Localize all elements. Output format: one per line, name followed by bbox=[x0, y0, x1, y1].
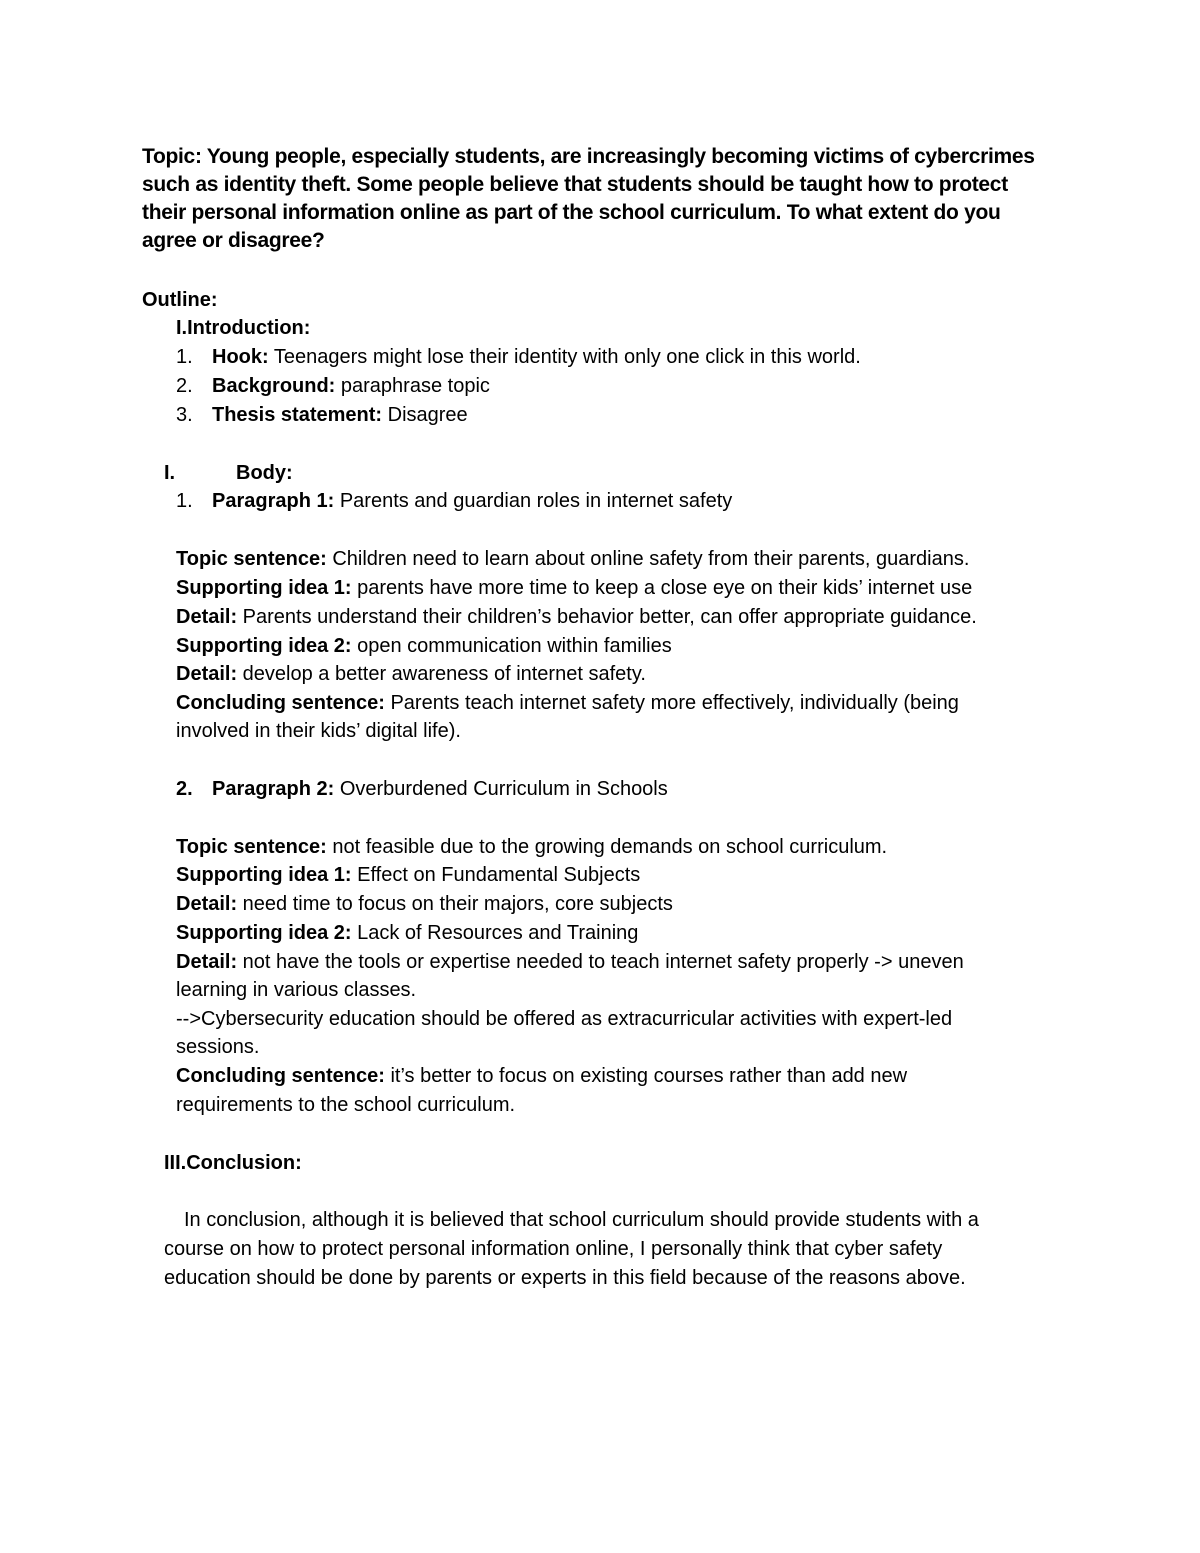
line-text: Effect on Fundamental Subjects bbox=[351, 864, 641, 886]
conclusion-line-1: In conclusion, although it is believed that school curriculum should provide students with a bbox=[184, 1209, 979, 1231]
topic-line-1: Topic: Young people, especially students, are increasingly becoming victims of cybercrimes bbox=[142, 145, 1035, 168]
line-text: need time to focus on their majors, core subjects bbox=[237, 893, 673, 915]
intro-item-thesis bbox=[176, 401, 468, 429]
item-label: Paragraph 2: bbox=[212, 778, 335, 800]
topic-line-2: such as identity theft. Some people believe that students should be taught how to protect bbox=[142, 173, 1008, 196]
list-number: 2. bbox=[176, 778, 193, 800]
line-label: Supporting idea 2: bbox=[176, 922, 352, 944]
line-text: requirements to the school curriculum. bbox=[176, 1094, 516, 1116]
p2-line bbox=[176, 919, 638, 947]
p2-line bbox=[176, 1091, 515, 1119]
item-label: Paragraph 1: bbox=[212, 490, 335, 512]
paragraph-1-title bbox=[176, 487, 732, 515]
p2-line bbox=[176, 890, 673, 918]
line-text: Children need to learn about online safety from their parents, guardians. bbox=[326, 548, 970, 570]
list-number: 1. bbox=[176, 346, 193, 368]
line-label: Topic sentence: bbox=[176, 548, 327, 570]
line-text: -->Cybersecurity education should be offered as extracurricular activities with expert-led bbox=[176, 1008, 953, 1030]
p1-line bbox=[176, 545, 969, 573]
p2-line bbox=[176, 861, 640, 889]
item-text: Disagree bbox=[382, 404, 468, 426]
p1-line bbox=[176, 689, 959, 717]
topic-line-3: their personal information online as part of the school curriculum. To what extent do you bbox=[142, 201, 1001, 224]
item-label: Background: bbox=[212, 375, 336, 397]
list-number: 1. bbox=[176, 490, 193, 512]
line-label: Detail: bbox=[176, 606, 238, 628]
line-text: parents have more time to keep a close eye on their kids’ internet use bbox=[351, 577, 973, 599]
p1-line bbox=[176, 574, 972, 602]
topic-line-4: agree or disagree? bbox=[142, 229, 325, 252]
item-text: Parents and guardian roles in internet safety bbox=[334, 490, 733, 512]
list-number: 2. bbox=[176, 375, 193, 397]
line-text: learning in various classes. bbox=[176, 979, 417, 1001]
line-label: Detail: bbox=[176, 663, 238, 685]
line-label: Supporting idea 1: bbox=[176, 864, 352, 886]
p2-line bbox=[176, 833, 887, 861]
line-label: Topic sentence: bbox=[176, 836, 327, 858]
line-text: Parents teach internet safety more effectively, individually (being bbox=[384, 692, 959, 714]
conclusion-line-3: education should be done by parents or experts in this field because of the reasons above. bbox=[164, 1267, 966, 1289]
item-text: Overburdened Curriculum in Schools bbox=[334, 778, 668, 800]
p2-line bbox=[176, 1033, 259, 1061]
line-label: Supporting idea 2: bbox=[176, 635, 352, 657]
line-text: Parents understand their children’s behavior better, can offer appropriate guidance. bbox=[237, 606, 977, 628]
line-text: involved in their kids’ digital life). bbox=[176, 720, 461, 742]
line-text: sessions. bbox=[176, 1036, 260, 1058]
intro-item-background bbox=[176, 372, 490, 400]
p2-line bbox=[176, 976, 416, 1004]
intro-item-hook bbox=[176, 343, 861, 371]
line-text: it’s better to focus on existing courses rather than add new bbox=[384, 1065, 908, 1087]
line-label: Concluding sentence: bbox=[176, 1065, 385, 1087]
outline-heading: Outline: bbox=[142, 289, 218, 311]
line-text: not have the tools or expertise needed to teach internet safety properly -> uneven bbox=[237, 951, 964, 973]
line-text: develop a better awareness of internet safety. bbox=[237, 663, 646, 685]
item-text: paraphrase topic bbox=[335, 375, 490, 397]
p1-line bbox=[176, 717, 461, 745]
line-label: Supporting idea 1: bbox=[176, 577, 352, 599]
line-text: Lack of Resources and Training bbox=[351, 922, 639, 944]
intro-heading: I.Introduction: bbox=[176, 317, 311, 339]
p2-line bbox=[176, 948, 964, 976]
line-label: Detail: bbox=[176, 893, 238, 915]
line-text: not feasible due to the growing demands on school curriculum. bbox=[326, 836, 888, 858]
paragraph-2-title bbox=[176, 775, 668, 803]
item-label: Hook: bbox=[212, 346, 269, 368]
p1-line bbox=[176, 632, 672, 660]
conclusion-line-2: course on how to protect personal information online, I personally think that cyber safety bbox=[164, 1238, 943, 1260]
p2-line bbox=[176, 1005, 952, 1033]
line-text: open communication within families bbox=[351, 635, 672, 657]
p2-line bbox=[176, 1062, 907, 1090]
p1-line bbox=[176, 660, 646, 688]
item-text: Teenagers might lose their identity with only one click in this world. bbox=[268, 346, 861, 368]
body-heading-number: I. bbox=[164, 462, 176, 484]
p1-line bbox=[176, 603, 977, 631]
line-label: Detail: bbox=[176, 951, 238, 973]
list-number: 3. bbox=[176, 404, 193, 426]
conclusion-heading: III.Conclusion: bbox=[164, 1152, 302, 1174]
body-heading: Body: bbox=[236, 462, 293, 484]
item-label: Thesis statement: bbox=[212, 404, 383, 426]
line-label: Concluding sentence: bbox=[176, 692, 385, 714]
